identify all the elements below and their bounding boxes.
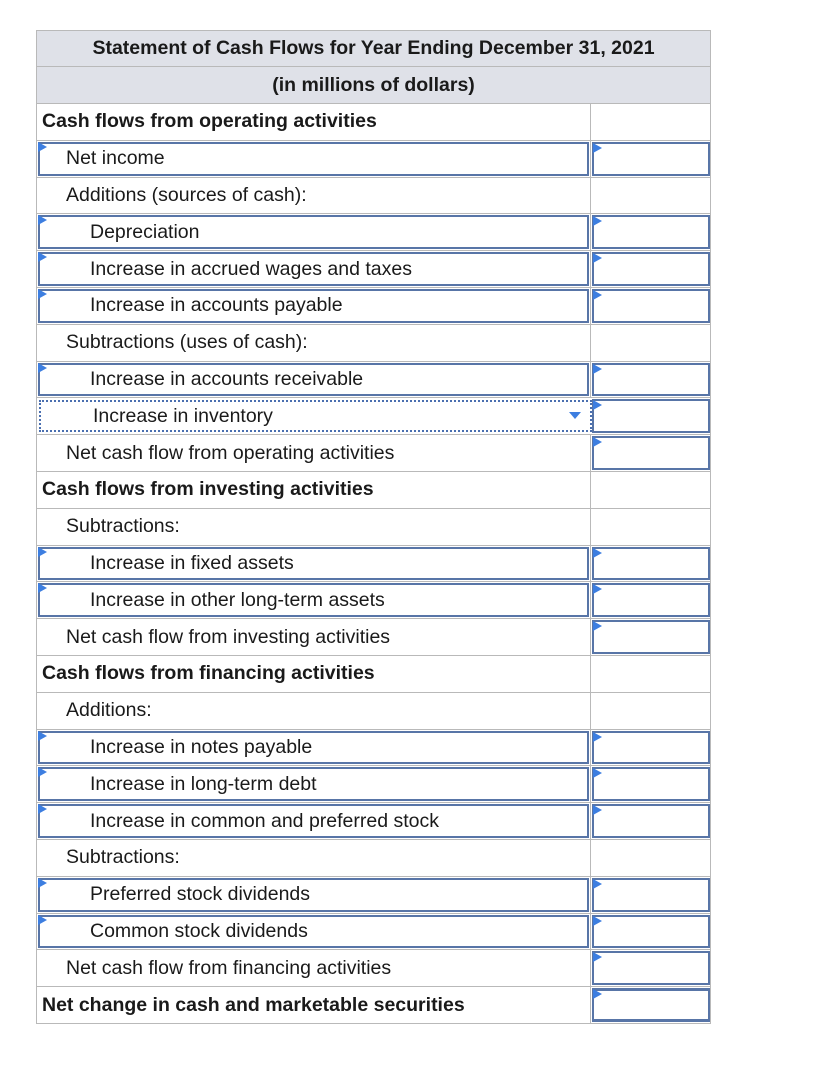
dropdown-marker-icon — [38, 289, 47, 299]
section-investing — [37, 472, 710, 509]
dropdown-marker-icon — [38, 363, 47, 373]
common-dividends-input[interactable] — [592, 915, 710, 949]
inventory-input[interactable] — [592, 399, 710, 433]
row-notes-payable — [37, 730, 710, 767]
input-marker-icon — [593, 400, 602, 410]
row-inventory — [37, 398, 710, 435]
row-label: Subtractions: — [66, 515, 180, 538]
section-operating — [37, 104, 710, 141]
row-label: Increase in long-term debt — [90, 772, 317, 795]
net-change-cash-input[interactable] — [592, 988, 710, 1022]
net-income-input[interactable] — [592, 142, 710, 176]
preferred-dividends-input[interactable] — [592, 878, 710, 912]
row-subtractions-investing — [37, 509, 710, 546]
fixed-assets-input[interactable] — [592, 547, 710, 581]
common-dividends-dropdown[interactable] — [37, 914, 591, 950]
row-net-financing — [37, 950, 710, 987]
fixed-assets-dropdown[interactable] — [37, 546, 591, 582]
row-label: Increase in fixed assets — [90, 551, 294, 574]
input-marker-icon — [593, 584, 602, 594]
row-label: Increase in common and preferred stock — [90, 809, 440, 832]
accrued-wages-dropdown[interactable] — [37, 251, 591, 287]
input-marker-icon — [593, 732, 602, 742]
input-marker-icon — [593, 437, 602, 447]
accrued-wages-input[interactable] — [592, 252, 710, 286]
input-marker-icon — [593, 916, 602, 926]
accounts-payable-input[interactable] — [592, 289, 710, 323]
input-marker-icon — [593, 290, 602, 300]
cash-flow-statement-table — [36, 30, 711, 1024]
depreciation-dropdown[interactable] — [37, 214, 591, 250]
row-net-operating — [37, 435, 710, 472]
row-other-lt-assets — [37, 582, 710, 619]
net-income-dropdown[interactable] — [37, 141, 591, 177]
row-accrued-wages — [37, 251, 710, 288]
accounts-receivable-dropdown[interactable] — [37, 362, 591, 398]
dropdown-marker-icon — [38, 252, 47, 262]
row-depreciation — [37, 214, 710, 251]
net-investing-input[interactable] — [592, 620, 710, 654]
input-marker-icon — [593, 952, 602, 962]
row-label: Net cash flow from operating activities — [66, 441, 395, 464]
net-financing-input[interactable] — [592, 951, 710, 985]
dropdown-marker-icon — [38, 583, 47, 593]
input-marker-icon — [593, 879, 602, 889]
row-label: Preferred stock dividends — [90, 883, 311, 906]
row-subtractions-financing — [37, 840, 710, 877]
notes-payable-input[interactable] — [592, 731, 710, 765]
row-label: Cash flows from financing activities — [42, 662, 375, 685]
input-marker-icon — [593, 989, 602, 999]
net-operating-input[interactable] — [592, 436, 710, 470]
row-label: Increase in accrued wages and taxes — [90, 257, 412, 280]
dropdown-marker-icon — [38, 215, 47, 225]
row-label: Net income — [66, 147, 165, 170]
dropdown-marker-icon — [38, 878, 47, 888]
input-marker-icon — [593, 548, 602, 558]
row-label: Increase in accounts payable — [90, 294, 343, 317]
common-preferred-stock-dropdown[interactable] — [37, 803, 591, 839]
other-lt-assets-dropdown[interactable] — [37, 582, 591, 618]
input-marker-icon — [593, 621, 602, 631]
row-preferred-dividends — [37, 877, 710, 914]
row-subtractions-operating — [37, 325, 710, 362]
row-label: Net cash flow from investing activities — [66, 625, 391, 648]
dropdown-marker-icon — [38, 731, 47, 741]
accounts-payable-dropdown[interactable] — [37, 288, 591, 324]
long-term-debt-input[interactable] — [592, 767, 710, 801]
long-term-debt-dropdown[interactable] — [37, 766, 591, 802]
row-label: Subtractions (uses of cash): — [66, 331, 308, 354]
row-label: Subtractions: — [66, 846, 180, 869]
row-fixed-assets — [37, 546, 710, 583]
other-lt-assets-input[interactable] — [592, 583, 710, 617]
section-financing — [37, 656, 710, 693]
row-common-preferred-stock — [37, 803, 710, 840]
input-marker-icon — [593, 253, 602, 263]
row-net-income — [37, 141, 710, 178]
row-common-dividends — [37, 914, 710, 951]
input-marker-icon — [593, 143, 602, 153]
dropdown-marker-icon — [38, 767, 47, 777]
row-label: Common stock dividends — [90, 919, 308, 942]
dropdown-marker-icon — [38, 547, 47, 557]
row-label: Net cash flow from financing activities — [66, 956, 392, 979]
chevron-down-icon[interactable] — [569, 412, 581, 419]
common-preferred-stock-input[interactable] — [592, 804, 710, 838]
row-label: Increase in accounts receivable — [90, 367, 364, 390]
row-label: Cash flows from investing activities — [42, 478, 374, 501]
row-additions-financing — [37, 693, 710, 730]
inventory-dropdown[interactable] — [37, 398, 591, 434]
input-marker-icon — [593, 805, 602, 815]
row-accounts-payable — [37, 288, 710, 325]
dropdown-marker-icon — [38, 804, 47, 814]
input-marker-icon — [593, 216, 602, 226]
preferred-dividends-dropdown[interactable] — [37, 877, 591, 913]
row-label: Depreciation — [90, 220, 200, 243]
statement-units: (in millions of dollars) — [37, 67, 710, 104]
dropdown-marker-icon — [38, 142, 47, 152]
notes-payable-dropdown[interactable] — [37, 730, 591, 766]
row-accounts-receivable — [37, 362, 710, 399]
row-additions-operating — [37, 178, 710, 215]
row-label: Increase in notes payable — [90, 735, 313, 758]
row-net-investing — [37, 619, 710, 656]
input-marker-icon — [593, 364, 602, 374]
dropdown-marker-icon — [38, 915, 47, 925]
row-label: Additions: — [66, 699, 152, 722]
row-label: Cash flows from operating activities — [42, 110, 377, 133]
row-label: Additions (sources of cash): — [66, 183, 307, 206]
row-label: Increase in inventory — [93, 404, 273, 427]
row-net-change-cash — [37, 987, 710, 1024]
input-marker-icon — [593, 768, 602, 778]
accounts-receivable-input[interactable] — [592, 363, 710, 397]
statement-title: Statement of Cash Flows for Year Ending December 31, 2021 — [37, 30, 710, 67]
row-label: Net change in cash and marketable securities — [42, 993, 465, 1016]
row-long-term-debt — [37, 766, 710, 803]
depreciation-input[interactable] — [592, 215, 710, 249]
row-label: Increase in other long-term assets — [90, 588, 385, 611]
